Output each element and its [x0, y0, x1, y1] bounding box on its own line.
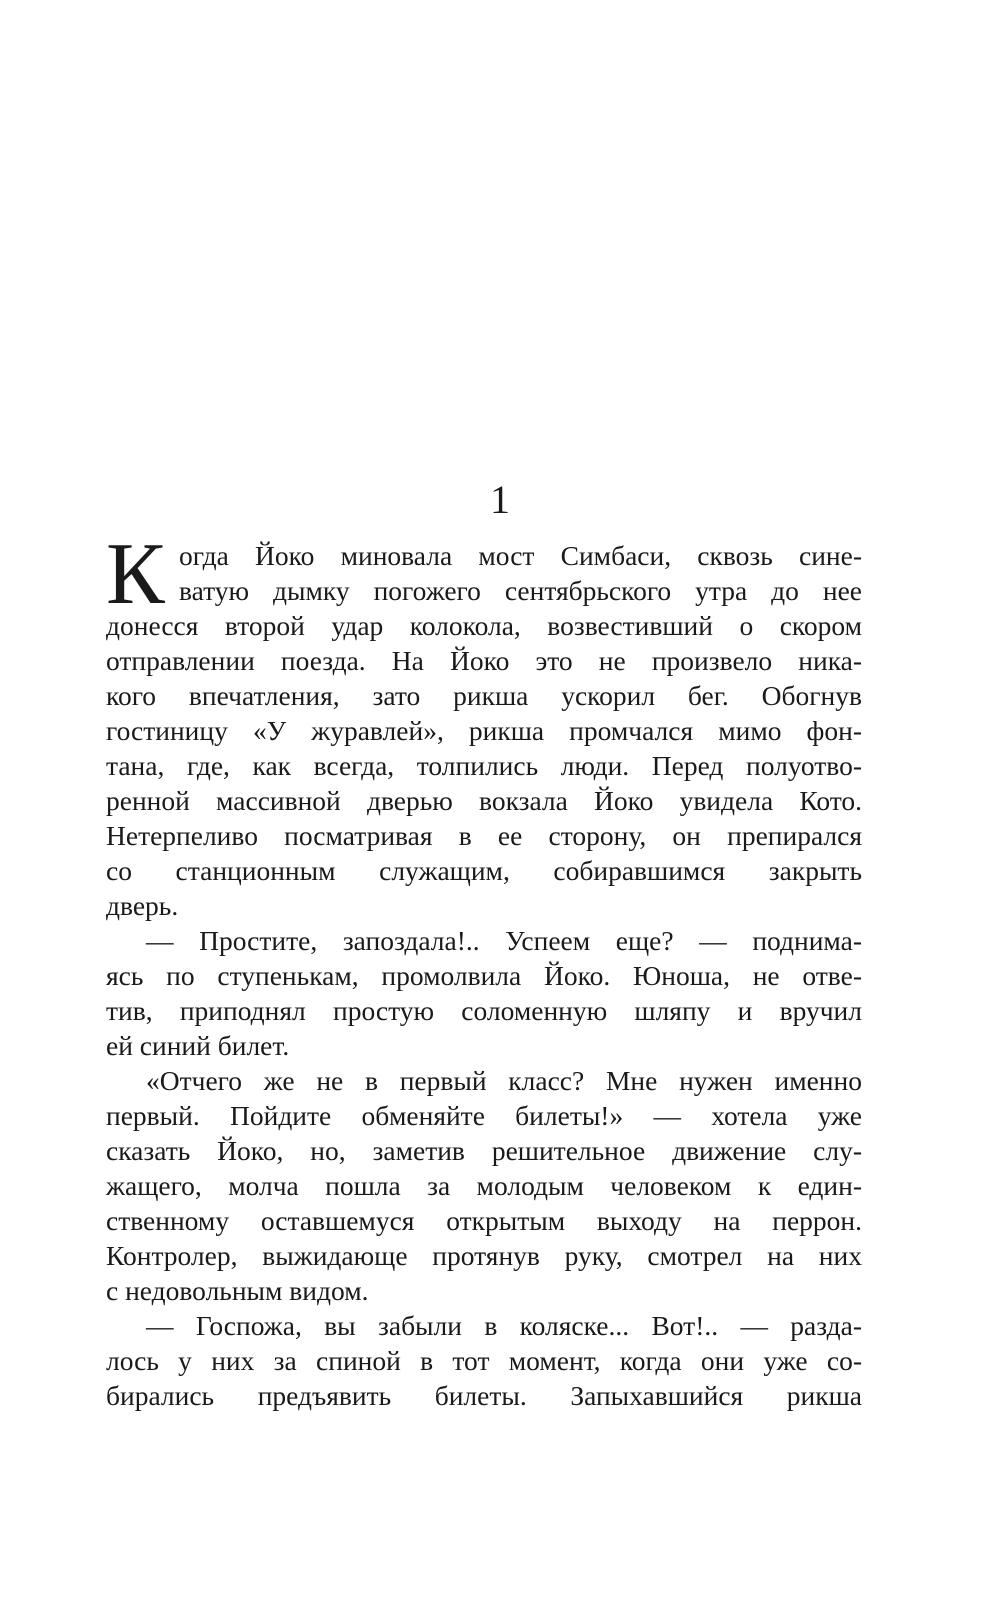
text-line: дверь. [106, 890, 179, 921]
text-line: с недовольным видом. [106, 1275, 369, 1306]
text-line: огда Йоко миновала мост Симбаси, сквозь сине- [179, 540, 862, 571]
text-line: лось у них за спиной в тот момент, когда они уже со- [106, 1345, 862, 1376]
text-line: гостиницу «У журавлей», рикша промчался мимо фон- [106, 715, 862, 746]
chapter-number: 1 [490, 477, 510, 522]
text-line: «Отчего же не в первый класс? Мне нужен именно [146, 1065, 862, 1096]
text-line: ясь по ступенькам, промолвила Йоко. Юноша, не отве- [106, 960, 862, 991]
text-line: ватую дымку погожего сентябрьского утра до нее [179, 575, 862, 606]
text-line: отправлении поезда. На Йоко это не произвело ника- [106, 645, 862, 676]
text-line: первый. Пойдите обменяйте билеты!» — хотела уже [106, 1100, 862, 1131]
text-line: бирались предъявить билеты. Запыхавшийся рикша [106, 1380, 862, 1411]
text-line: тив, приподнял простую соломенную шляпу и вручил [106, 995, 862, 1026]
text-line: со станционным служащим, собиравшимся закрыть [106, 855, 862, 886]
text-line: ей синий билет. [106, 1030, 290, 1061]
text-line: донесся второй удар колокола, возвестивший о скором [106, 610, 862, 641]
text-line: ренной массивной дверью вокзала Йоко увидела Кото. [106, 785, 862, 816]
text-line: Контролер, выжидающе протянув руку, смотрел на них [106, 1240, 862, 1271]
text-line: Нетерпеливо посматривая в ее сторону, он препирался [106, 820, 862, 851]
text-line: кого впечатления, зато рикша ускорил бег. Обогнув [106, 680, 862, 711]
text-line: сказать Йоко, но, заметив решительное движение слу- [106, 1135, 862, 1166]
text-line: тана, где, как всегда, толпились люди. Перед полуотво- [106, 750, 862, 781]
drop-cap: К [106, 526, 165, 623]
text-line: ственному оставшемуся открытым выходу на перрон. [106, 1205, 862, 1236]
text-line: — Простите, запоздала!.. Успеем еще? — поднима- [146, 925, 862, 956]
text-line: жащего, молча пошла за молодым человеком к един- [106, 1170, 862, 1201]
text-line: — Госпожа, вы забыли в коляске... Вот!.. — разда- [146, 1310, 862, 1341]
chapter-text [106, 526, 862, 1413]
